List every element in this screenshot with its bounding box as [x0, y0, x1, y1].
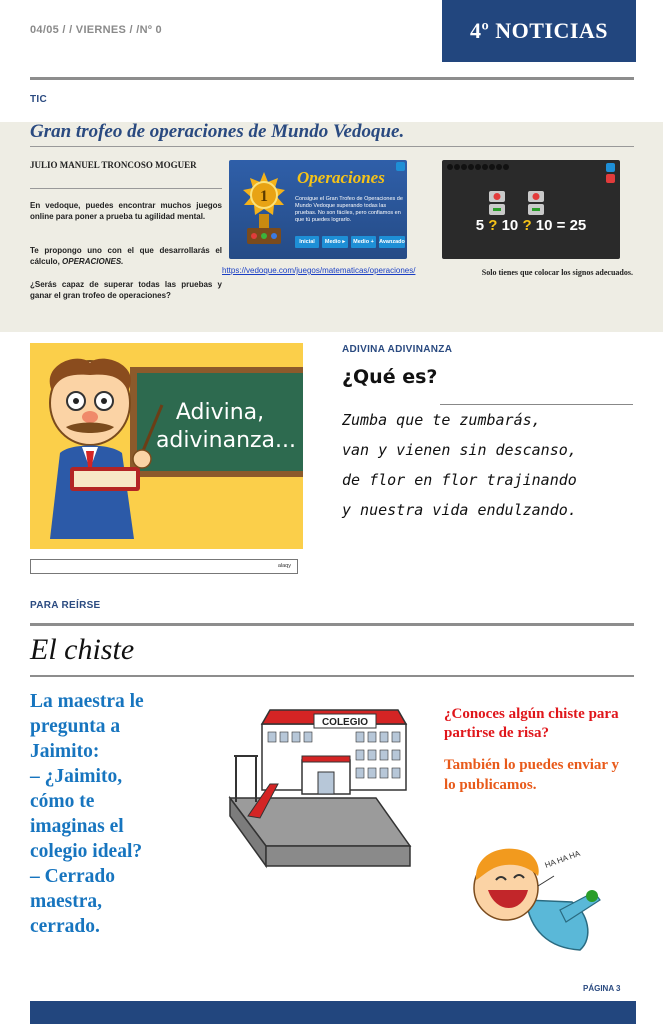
section-label-riddle: ADIVINA ADIVINANZA — [342, 344, 453, 355]
info-icon[interactable] — [606, 163, 615, 172]
tic-paragraph-3: ¿Serás capaz de superar todas las pruebas y ganar el gran trofeo de operaciones? — [30, 280, 222, 300]
header-divider — [30, 77, 634, 80]
issue-line: 04/05 / / VIERNES / /Nº 0 — [30, 24, 162, 36]
teacher-chalkboard-illustration — [30, 343, 303, 549]
game-equation — [442, 217, 620, 234]
riddle-line: de flor en flor trajinando — [342, 471, 577, 489]
joke-text — [30, 689, 205, 939]
tic-title-divider — [30, 146, 634, 147]
level-button-medio[interactable]: Medio ▸ — [322, 236, 348, 248]
level-button-avanzado[interactable]: Avanzado — [379, 236, 405, 248]
laugh-text: HA HA HA — [543, 848, 582, 870]
equation-operand: 5 — [475, 217, 485, 234]
footer-bar — [30, 1001, 636, 1024]
masthead-title: 4º NOTICIAS — [442, 0, 636, 62]
laughing-boy-illustration — [468, 840, 608, 955]
section-label-jokes: PARA REÍRSE — [30, 600, 101, 611]
riddle-line: van y vienen sin descanso, — [342, 441, 577, 459]
vedoque-link[interactable]: https://vedoque.com/juegos/matematicas/operaciones/ — [222, 266, 416, 275]
equation-operand: 10 — [501, 217, 519, 234]
image-caption-box: alaqy — [30, 559, 298, 574]
equation-unknown-sign[interactable]: ? — [488, 217, 498, 234]
riddle-illustration — [30, 343, 303, 549]
tic-article-title: Gran trofeo de operaciones de Mundo Vedoque. — [30, 121, 405, 142]
jokes-cta-question: ¿Conoces algún chiste para partirse de risa? — [444, 706, 619, 741]
operaciones-description: Consigue el Gran Trofeo de Operaciones de Mundo Vedoque superando todas las pruebas. No son fáciles, pero confiamos en que tú puedes lograrlo. — [295, 196, 403, 223]
progress-dots-icon — [446, 163, 516, 171]
joke-line: La maestra le — [30, 691, 144, 712]
tic-game-name: OPERACIONES. — [62, 256, 124, 266]
jokes-cta-invite: También lo puedes enviar y lo publicamos. — [444, 757, 620, 793]
chalkboard-text-line-2: adivinanza... — [155, 428, 297, 453]
joke-line: Jaimito: — [30, 741, 100, 762]
equation-result: = 25 — [556, 217, 587, 234]
author-divider — [30, 188, 222, 189]
tic-paragraph-1: En vedoque, puedes encontrar muchos juegos online para poner a prueba tu agilidad mental. — [30, 201, 222, 221]
school-illustration — [226, 706, 412, 872]
jokes-title-divider — [30, 675, 634, 677]
game-caption: Solo tienes que colocar los signos adecuados. — [481, 268, 633, 277]
equation-operand: 10 — [535, 217, 553, 234]
riddle-line: Zumba que te zumbarás, — [342, 411, 541, 429]
level-button-medio-plus[interactable]: Medio + — [351, 236, 376, 248]
info-icon[interactable] — [396, 162, 405, 171]
operaciones-game-banner[interactable] — [229, 160, 407, 259]
sign-selector-icon[interactable] — [488, 190, 506, 216]
section-label-tic: TIC — [30, 94, 48, 105]
jokes-title: El chiste — [30, 633, 135, 666]
joke-line: – Cerrado — [30, 866, 116, 887]
medal-number: 1 — [260, 188, 268, 205]
school-sign-text: COLEGIO — [321, 717, 369, 728]
tic-paragraph-2-text: Te propongo uno con el que desarrollarás el cálculo, — [30, 246, 222, 266]
joke-line: imaginas el — [30, 816, 124, 837]
operaciones-game-screen[interactable] — [442, 160, 620, 259]
jokes-divider — [30, 623, 634, 626]
author-name: JULIO MANUEL TRONCOSO MOGUER — [30, 160, 197, 170]
joke-line: maestra, — [30, 891, 103, 912]
joke-line: pregunta a — [30, 716, 121, 737]
riddle-title: ¿Qué es? — [342, 366, 438, 388]
tic-paragraph-2 — [30, 246, 222, 267]
sign-selector-icon[interactable] — [527, 190, 545, 216]
joke-line: – ¿Jaimito, — [30, 766, 123, 787]
level-button-inicial[interactable]: Inicial — [295, 236, 319, 248]
trophy-medal-icon — [237, 170, 291, 250]
chalkboard-text-line-1: Adivina, — [175, 400, 265, 425]
riddle-divider — [440, 404, 633, 405]
close-icon[interactable] — [606, 174, 615, 183]
joke-line: cómo te — [30, 791, 95, 812]
joke-line: colegio ideal? — [30, 841, 143, 862]
operaciones-title: Operaciones — [297, 168, 385, 187]
joke-line: cerrado. — [30, 916, 100, 937]
riddle-line: y nuestra vida endulzando. — [342, 501, 577, 519]
page-number: PÁGINA 3 — [583, 984, 621, 993]
equation-unknown-sign[interactable]: ? — [522, 217, 532, 234]
